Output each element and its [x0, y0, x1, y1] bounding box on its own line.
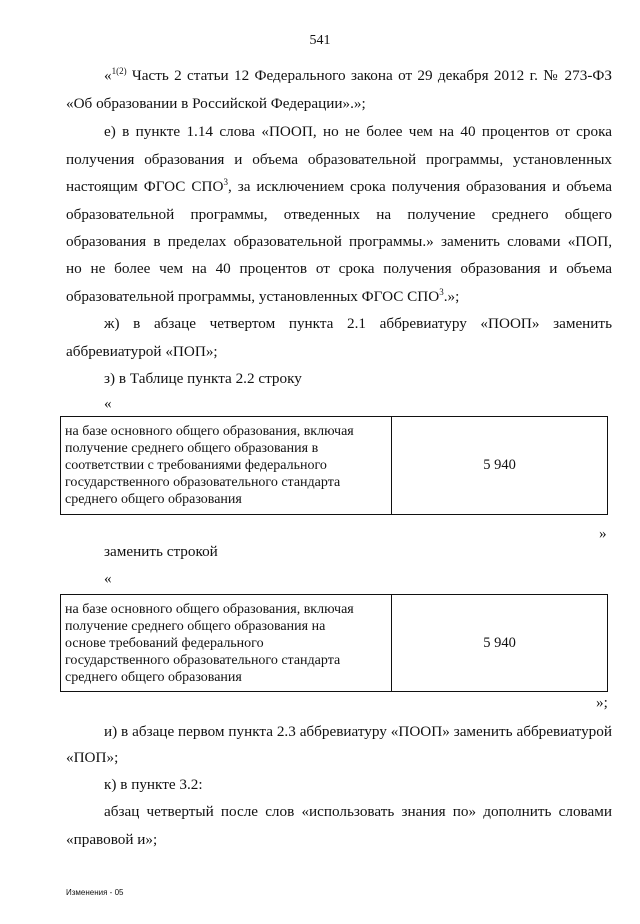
- paragraph-line-8: но не более чем на 40 процентов от срока получения образования и объема: [66, 260, 612, 277]
- paragraph-line-4: получения образования и объема образовательной программы, установленных: [66, 151, 612, 168]
- cell-line: на базе основного общего образования, включая: [65, 601, 354, 617]
- paragraph-line-9: [66, 287, 612, 306]
- paragraph-line-15: «ПОП»;: [66, 749, 119, 766]
- line-text: настоящим ФГОС СПО: [66, 178, 224, 195]
- paragraph-line-1: [104, 66, 612, 85]
- line-text: Часть 2 статьи 12 Федерального закона от 29 декабря 2012 г. № 273-ФЗ: [126, 67, 612, 84]
- cell-line: получение среднего общего образования в: [65, 441, 319, 456]
- page-number: 541: [309, 33, 331, 48]
- quote-open: «: [104, 67, 112, 84]
- paragraph-line-3: е) в пункте 1.14 слова «ПООП, но не более чем на 40 процентов от срока: [104, 123, 612, 140]
- paragraph-line-7: образования в пределах образовательной программы.» заменить словами «ПОП,: [66, 233, 612, 250]
- line-text: образовательной программы, установленных ФГОС СПО: [66, 288, 440, 305]
- cell-line: государственного образовательного стандарта: [65, 652, 341, 668]
- quote-close-1: »: [599, 525, 607, 542]
- cell-line: получение среднего общего образования на: [65, 618, 326, 634]
- quote-open-2: «: [104, 570, 112, 587]
- paragraph-line-18: «правовой и»;: [66, 831, 158, 848]
- table-cell-description: [61, 417, 392, 515]
- paragraph-line-2: «Об образовании в Российской Федерации».»;: [66, 95, 366, 112]
- quote-close-2: »;: [596, 694, 608, 711]
- footnote-ref: 3: [223, 177, 228, 187]
- table-new-row: [60, 594, 608, 692]
- cell-line: среднего общего образования: [65, 492, 242, 507]
- cell-line: государственного образовательного стандарта: [65, 475, 341, 490]
- table-row: [61, 417, 608, 515]
- paragraph-line-11: аббревиатурой «ПОП»;: [66, 343, 218, 360]
- footer-note: Изменения - 05: [66, 888, 124, 897]
- table-row: [61, 595, 608, 692]
- cell-line: на базе основного общего образования, включая: [65, 424, 354, 439]
- paragraph-line-10: ж) в абзаце четвертом пункта 2.1 аббревиатуру «ПООП» заменить: [104, 315, 612, 332]
- paragraph-line-17: абзац четвертый после слов «использовать знания по» дополнить словами: [104, 803, 612, 820]
- paragraph-line-12: з) в Таблице пункта 2.2 строку: [104, 370, 302, 387]
- line-text: , за исключением срока получения образования и объема: [227, 178, 612, 195]
- cell-line: среднего общего образования: [65, 669, 242, 685]
- cell-line: соответствии с требованиями федерального: [65, 458, 327, 473]
- table-cell-description: [61, 595, 392, 692]
- table-cell-value: 5 940: [392, 595, 608, 692]
- paragraph-line-5: [66, 177, 612, 196]
- line-text: .»;: [443, 288, 460, 305]
- paragraph-line-13: заменить строкой: [104, 543, 218, 560]
- table-old-row: [60, 416, 608, 515]
- cell-line: основе требований федерального: [65, 635, 264, 651]
- table-cell-value: 5 940: [392, 417, 608, 515]
- footnote-ref: 1(2): [111, 66, 127, 76]
- quote-open-1: «: [104, 395, 112, 412]
- paragraph-line-14: и) в абзаце первом пункта 2.3 аббревиатуру «ПООП» заменить аббревиатурой: [104, 723, 612, 740]
- footnote-ref: 3: [439, 287, 444, 297]
- paragraph-line-16: к) в пункте 3.2:: [104, 776, 203, 793]
- paragraph-line-6: образовательной программы, отведенных на получение среднего общего: [66, 206, 612, 223]
